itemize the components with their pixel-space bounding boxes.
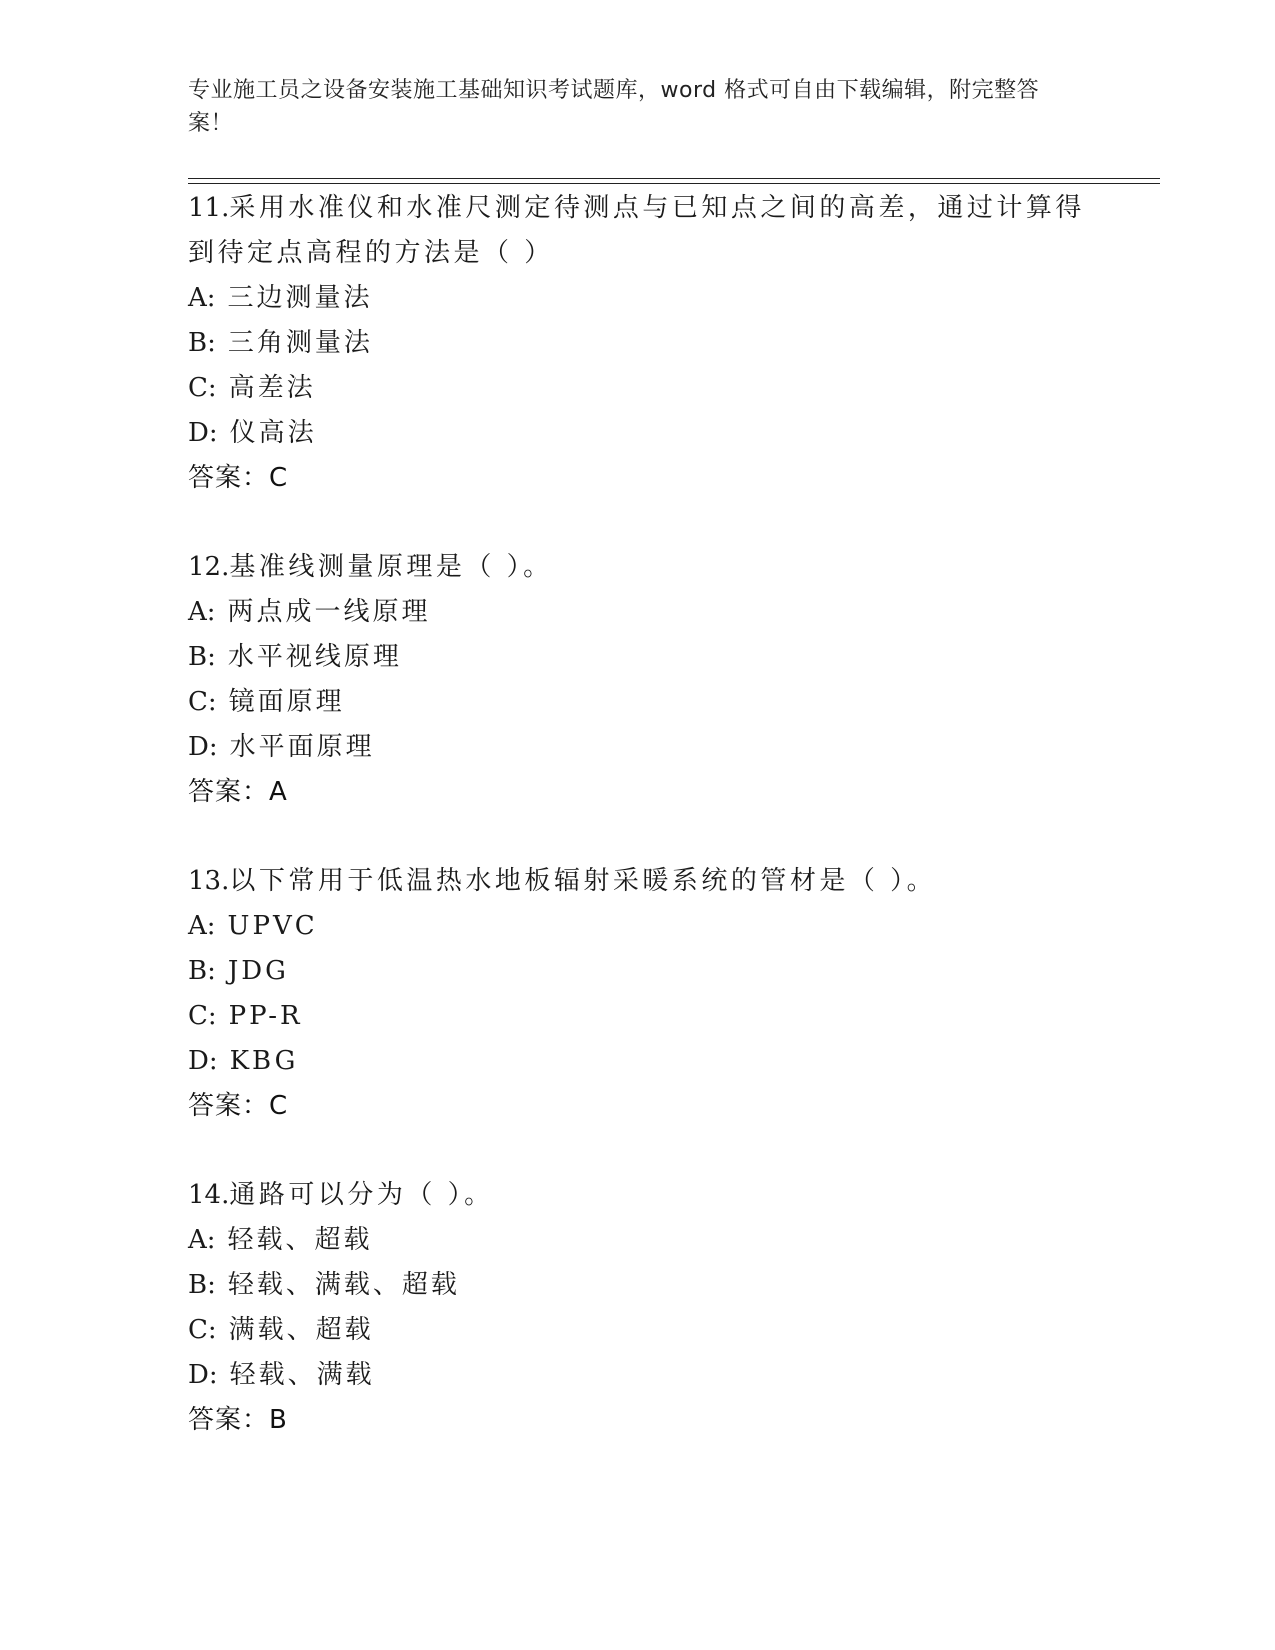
question-14 xyxy=(188,1173,1088,1443)
option-c: C: 镜面原理 xyxy=(188,687,345,717)
option-letter: C xyxy=(188,1001,208,1031)
option-letter: B xyxy=(188,1270,208,1300)
header-divider-top xyxy=(188,178,1160,179)
option-letter: D xyxy=(188,1046,209,1076)
question-number: 14. xyxy=(188,1180,230,1210)
option-a: A: UPVC xyxy=(188,911,318,941)
option-letter: C xyxy=(188,1315,208,1345)
document-intro: 专业施工员之设备安装施工基础知识考试题库，word 格式可自由下载编辑，附完整答案！ xyxy=(188,78,1040,136)
answer-line: 答案：A xyxy=(188,777,288,807)
option-letter: C xyxy=(188,373,208,403)
option-c: C: 满载、超载 xyxy=(188,1315,374,1345)
option-a: A: 两点成一线原理 xyxy=(188,597,431,627)
option-text: PP-R xyxy=(228,1001,303,1031)
question-text: 以下常用于低温热水地板辐射采暖系统的管材是（ ）。 xyxy=(229,866,937,896)
option-b: B: 三角测量法 xyxy=(188,328,373,358)
question-text: 采用水准仪和水准尺测定待测点与已知点之间的高差，通过计算得到待定点高程的方法是（ ） xyxy=(188,193,1085,268)
option-letter: C xyxy=(188,687,208,717)
option-b: B: 水平视线原理 xyxy=(188,642,402,672)
option-c: C: 高差法 xyxy=(188,373,316,403)
option-text: 轻载、超载 xyxy=(227,1225,373,1255)
option-a: A: 轻载、超载 xyxy=(188,1225,373,1255)
option-letter: B xyxy=(188,642,208,672)
question-text: 基准线测量原理是（ ）。 xyxy=(229,552,553,582)
option-letter: A xyxy=(188,911,207,941)
option-text: 水平面原理 xyxy=(229,732,375,762)
answer-line: 答案：C xyxy=(188,1091,289,1121)
question-text: 通路可以分为（ ）。 xyxy=(229,1180,494,1210)
option-d: D: KBG xyxy=(188,1046,299,1076)
option-d: D: 轻载、满载 xyxy=(188,1360,375,1390)
question-12 xyxy=(188,545,1088,815)
answer-line: 答案：C xyxy=(188,463,289,493)
option-text: 镜面原理 xyxy=(228,687,345,717)
option-letter: D xyxy=(188,732,209,762)
question-number: 13. xyxy=(188,866,230,896)
option-letter: A xyxy=(188,597,207,627)
question-number: 12. xyxy=(188,552,230,582)
option-letter: B xyxy=(188,956,208,986)
option-text: 高差法 xyxy=(228,373,316,403)
option-letter: B xyxy=(188,328,208,358)
option-letter: A xyxy=(188,1225,207,1255)
option-a: A: 三边测量法 xyxy=(188,283,373,313)
option-text: 仪高法 xyxy=(229,418,317,448)
option-text: 三角测量法 xyxy=(227,328,373,358)
question-number: 11. xyxy=(188,193,230,223)
answer-line: 答案：B xyxy=(188,1405,288,1435)
option-text: 满载、超载 xyxy=(228,1315,374,1345)
option-text: UPVC xyxy=(227,911,318,941)
question-stem xyxy=(188,859,1088,904)
option-text: 轻载、满载 xyxy=(229,1360,375,1390)
option-b: B: 轻载、满载、超载 xyxy=(188,1270,460,1300)
option-b: B: JDG xyxy=(188,956,289,986)
question-stem xyxy=(188,545,1088,590)
option-c: C: PP-R xyxy=(188,1001,303,1031)
option-text: 轻载、满载、超载 xyxy=(227,1270,460,1300)
option-text: 两点成一线原理 xyxy=(227,597,431,627)
header-divider-bottom xyxy=(188,183,1160,184)
option-letter: A xyxy=(188,283,207,313)
question-list xyxy=(188,186,1088,1487)
option-d: D: 水平面原理 xyxy=(188,732,375,762)
option-text: KBG xyxy=(229,1046,299,1076)
option-d: D: 仪高法 xyxy=(188,418,317,448)
question-stem xyxy=(188,1173,1088,1218)
question-stem xyxy=(188,186,1088,276)
option-text: 水平视线原理 xyxy=(227,642,402,672)
option-letter: D xyxy=(188,418,209,448)
question-11 xyxy=(188,186,1088,501)
option-text: JDG xyxy=(227,956,289,986)
question-13 xyxy=(188,859,1088,1129)
option-letter: D xyxy=(188,1360,209,1390)
option-text: 三边测量法 xyxy=(227,283,373,313)
